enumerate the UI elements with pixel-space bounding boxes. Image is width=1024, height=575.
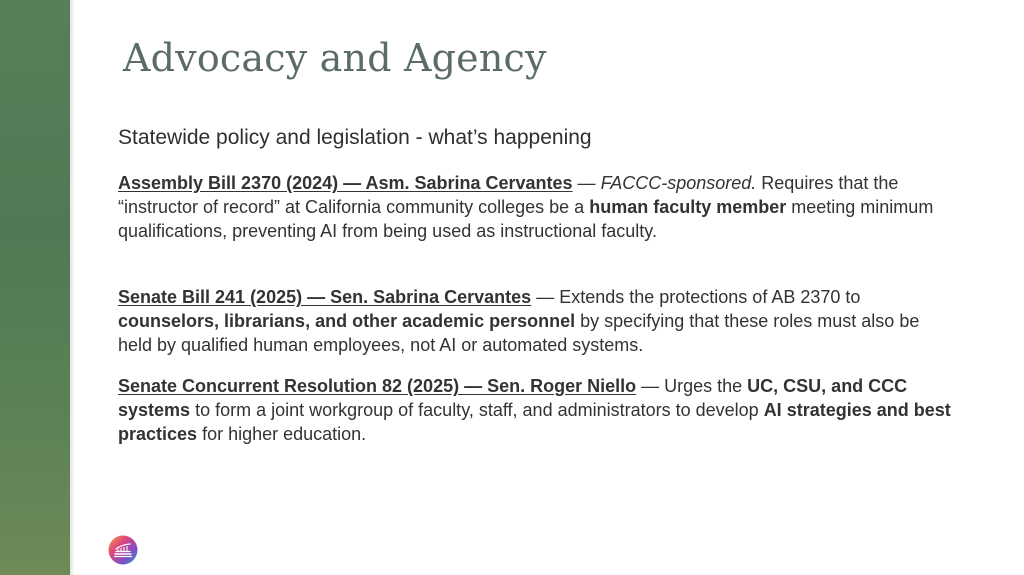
bill-ab2370-bold-1: human faculty member [589,197,787,217]
slide-title: Advocacy and Agency [123,36,547,80]
bill-sb241-paragraph [118,285,958,357]
bill-scr82-bold-2: AI strategies and best practices [118,400,951,444]
bill-ab2370-separator: — [572,173,601,193]
bill-sb241-bold-1: counselors, librarians, and other academic personnel [118,311,576,331]
bill-scr82-link[interactable]: Senate Concurrent Resolution 82 (2025) — Sen. Roger Niello [118,376,637,396]
bill-scr82-text-2: to form a joint workgroup of faculty, staff, and administrators to develop [190,400,764,420]
bill-scr82-text-3: for higher education. [197,424,367,444]
bill-scr82-text-1: — Urges the [636,376,748,396]
bill-scr82-bold-1: UC, CSU, and CCC systems [118,376,908,420]
bill-ab2370-text-2: meeting minimum qualifications, preventing AI from being used as instructional faculty. [118,197,934,241]
bill-ab2370-link[interactable]: Assembly Bill 2370 (2024) — Asm. Sabrina Cervantes [118,173,573,193]
bill-ab2370-sponsor: FACCC-sponsored. [600,173,757,193]
bill-sb241-text-1: — Extends the protections of AB 2370 to [531,287,861,307]
side-band-shadow [70,0,75,575]
bill-sb241-link[interactable]: Senate Bill 241 (2025) — Sen. Sabrina Cervantes [118,287,532,307]
bill-scr82-paragraph [118,374,958,446]
bill-sb241-text-2: by specifying that these roles must also be held by qualified human employees, not AI or automated systems. [118,311,920,355]
side-band [0,0,70,575]
slide-subtitle: Statewide policy and legislation - what’s happening [118,126,592,149]
faccc-logo-icon [108,535,138,565]
bill-ab2370-paragraph [118,171,958,243]
bill-ab2370-text-1: Requires that the “instructor of record” at California community colleges be a [118,173,899,217]
